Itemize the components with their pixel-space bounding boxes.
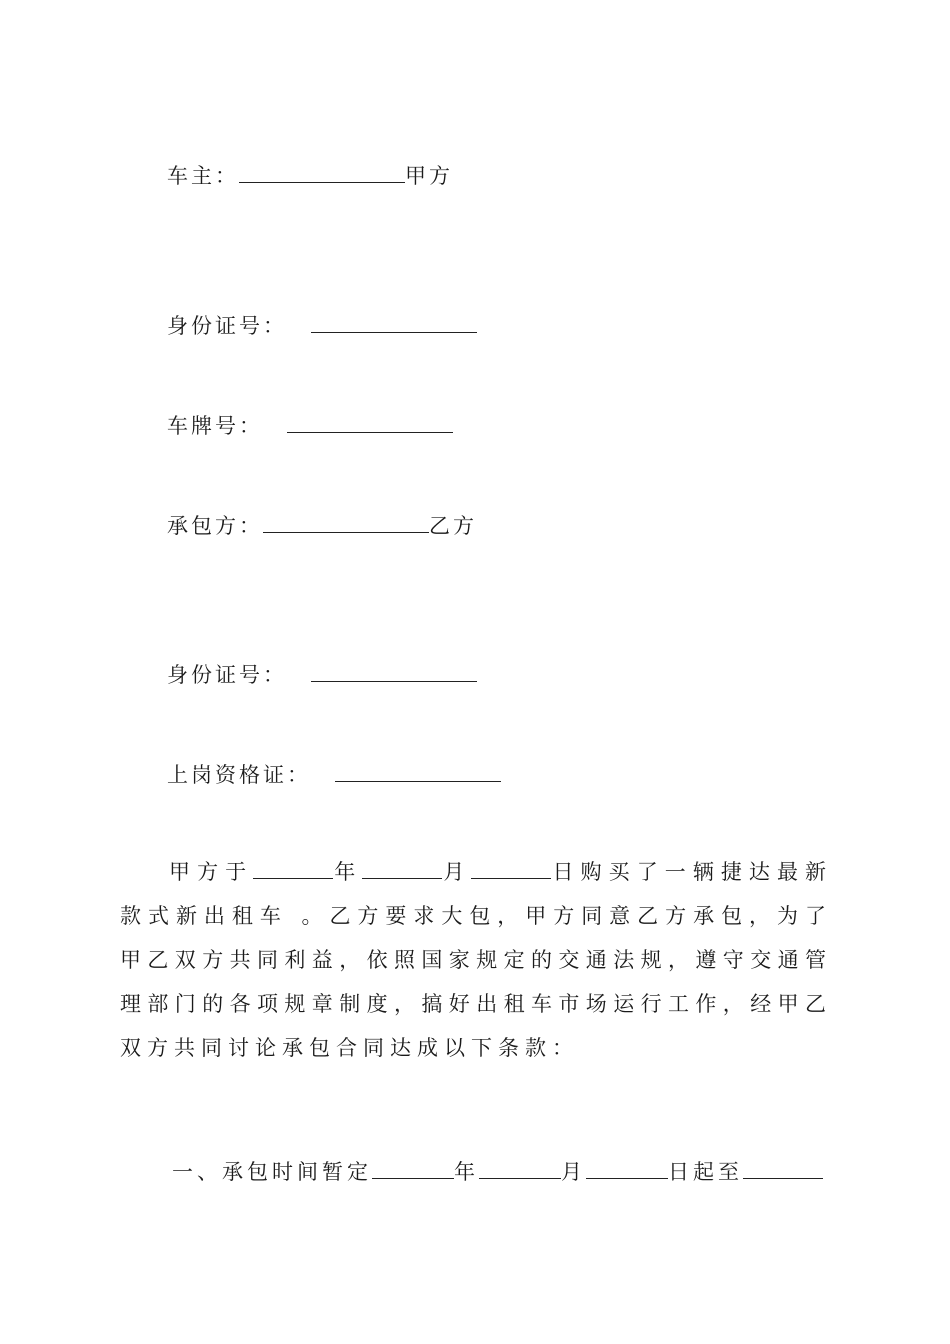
plate-label: 车牌号： [167,414,263,438]
owner-id-blank[interactable] [311,312,477,333]
owner-line [167,162,453,190]
owner-role: 甲方 [405,164,453,188]
intro-month: 月 [442,860,472,884]
clause1-end-blank[interactable] [743,1158,823,1179]
owner-label: 车主： [167,164,239,188]
intro-year-blank[interactable] [253,858,333,879]
contractor-role: 乙方 [429,514,477,538]
clause1-month: 月 [561,1160,586,1184]
plate-blank[interactable] [287,412,453,433]
clause1-year-blank[interactable] [372,1158,454,1179]
owner-blank[interactable] [239,162,405,183]
contractor-blank[interactable] [263,512,429,533]
contractor-label: 承包方： [167,514,263,538]
clause1-month-blank[interactable] [479,1158,561,1179]
intro-year: 年 [333,860,363,884]
clause1-start: 一、承包时间暂定 [172,1160,372,1184]
intro-start: 甲方于 [168,860,254,884]
intro-paragraph [120,850,832,1070]
contractor-id-label: 身份证号： [167,663,287,687]
clause-1 [172,1158,823,1186]
qualification-label: 上岗资格证： [167,763,311,787]
owner-id-line [167,312,477,340]
contractor-id-line [167,661,477,689]
owner-id-label: 身份证号： [167,314,287,338]
qualification-line [167,761,501,789]
clause1-day-to: 日起至 [668,1160,743,1184]
contractor-id-blank[interactable] [311,661,477,682]
qualification-blank[interactable] [335,761,501,782]
contractor-line [167,512,477,540]
intro-month-blank[interactable] [362,858,442,879]
plate-line [167,412,453,440]
intro-day-blank[interactable] [471,858,551,879]
intro-body: 日购买了一辆捷达最新款式新出租车 。乙方要求大包，甲方同意乙方承包，为了甲乙双方共同利益，依照国家规定的交通法规，遵守交通管理部门的各项规章制度，搞好出租车市场运行工作，经甲乙双方共同讨论承包合同达成以下条款： [120,860,833,1060]
clause1-day-blank[interactable] [586,1158,668,1179]
clause1-year: 年 [454,1160,479,1184]
